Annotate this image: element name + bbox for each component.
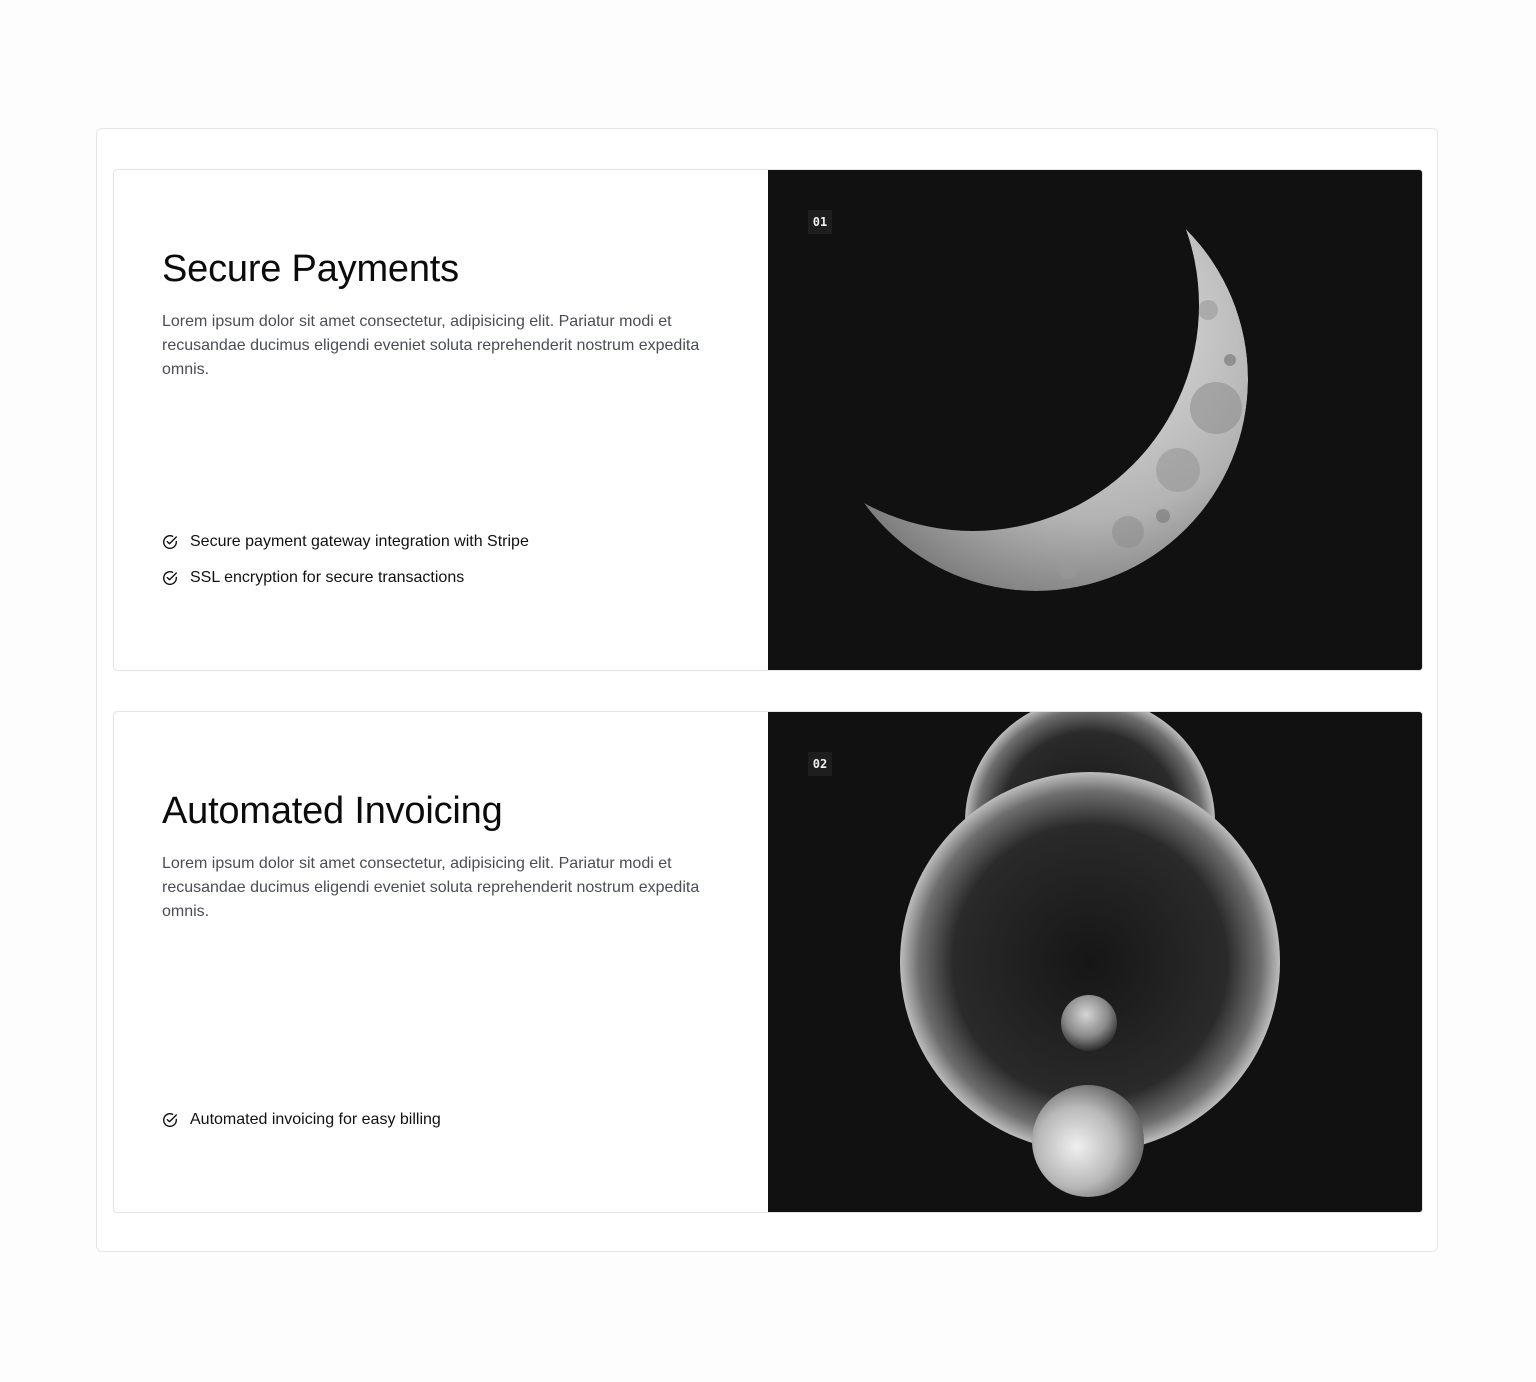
spheres-image — [768, 712, 1423, 1212]
card-description: Lorem ipsum dolor sit amet consectetur, adipisicing elit. Pariatur modi et recusandae ducimus eligendi eveniet soluta reprehenderit nostrum expedita omnis. — [162, 313, 700, 378]
crescent-moon-image — [768, 170, 1423, 670]
check-circle-icon — [162, 1112, 178, 1128]
card-number-badge: 02 — [808, 752, 832, 776]
feature-list — [162, 1108, 441, 1144]
feature-label: Secure payment gateway integration with Stripe — [190, 533, 529, 550]
check-circle-icon — [162, 570, 178, 586]
feature-label: SSL encryption for secure transactions — [190, 569, 465, 586]
feature-card-secure-payments — [113, 169, 1423, 671]
card-title: Automated Invoicing — [162, 790, 503, 832]
check-circle-icon — [162, 534, 178, 550]
feature-card-automated-invoicing — [113, 711, 1423, 1213]
card-number-badge: 01 — [808, 210, 832, 234]
feature-item — [162, 566, 529, 590]
card-description: Lorem ipsum dolor sit amet consectetur, adipisicing elit. Pariatur modi et recusandae ducimus eligendi eveniet soluta reprehenderit nostrum expedita omnis. — [162, 855, 700, 920]
card-title: Secure Payments — [162, 248, 459, 290]
spheres-illustration — [768, 712, 1423, 1212]
feature-label: Automated invoicing for easy billing — [190, 1111, 441, 1128]
card-text-panel — [114, 170, 768, 670]
feature-list — [162, 530, 529, 602]
crescent-moon-illustration — [768, 170, 1423, 670]
feature-item — [162, 530, 529, 554]
card-text-panel — [114, 712, 768, 1212]
feature-item — [162, 1108, 441, 1132]
features-section — [96, 128, 1438, 1252]
